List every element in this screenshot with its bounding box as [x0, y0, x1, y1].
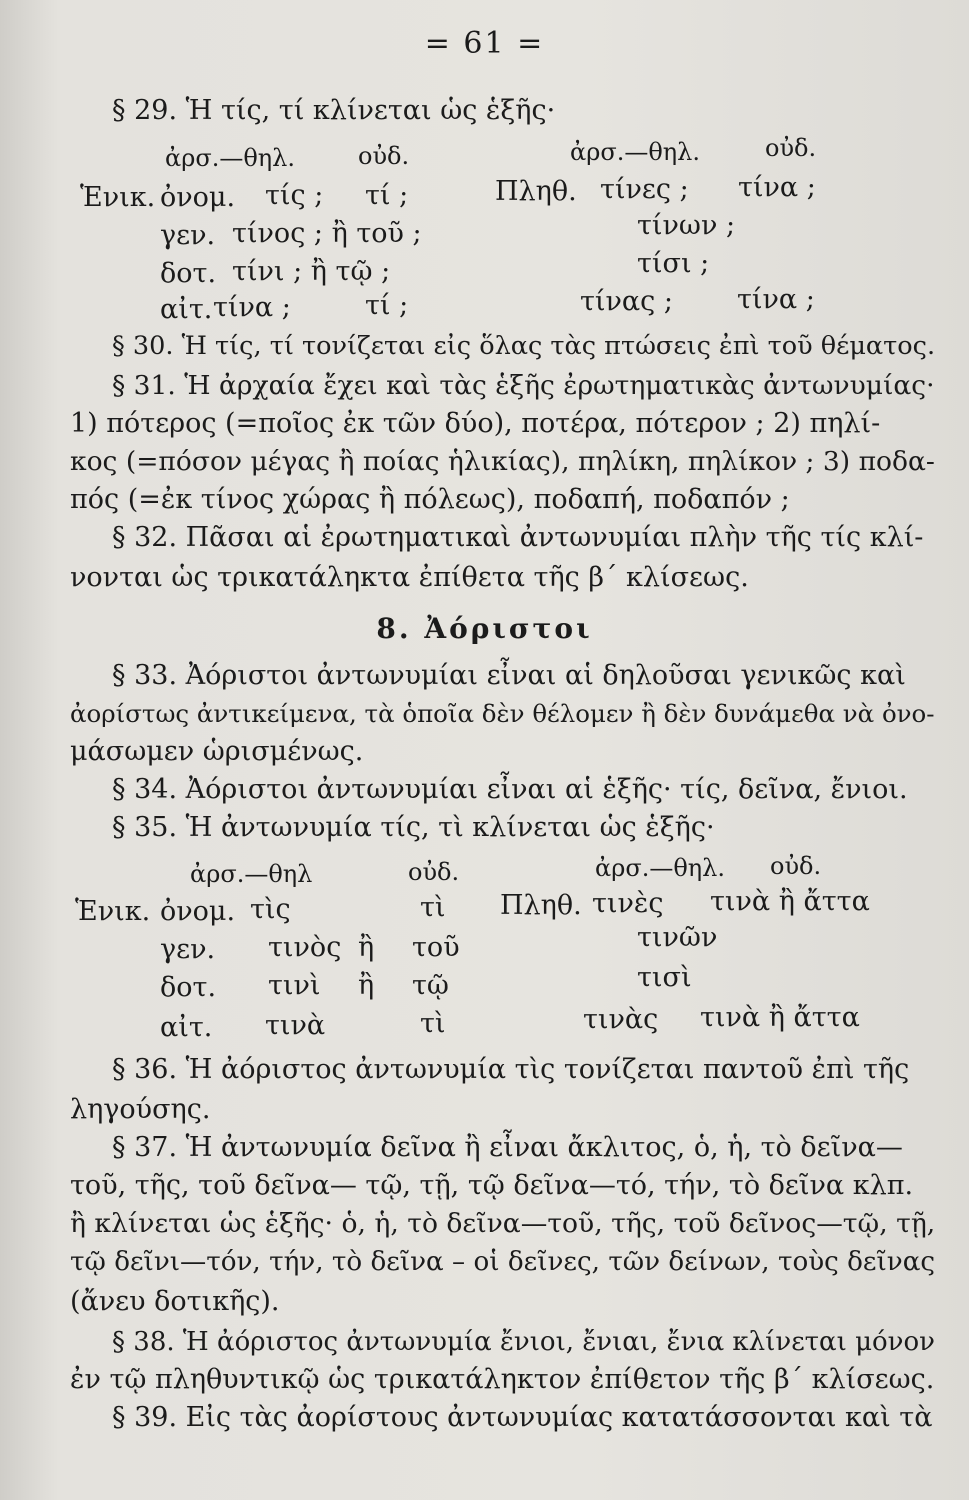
s35-dat-sg-or: ἢ — [358, 970, 375, 1001]
s29-gen-pl: τίνων ; — [637, 210, 736, 241]
s35-nom-pl-neut: τινὰ ἢ ἄττα — [710, 886, 870, 917]
section-37-line-1: § 37. Ἡ ἀντωνυμία δεῖνα ἢ εἶναι ἄκλιτος, ὁ, ἡ, τὸ δεῖνα— — [112, 1132, 903, 1163]
s29-plural-label: Πληθ. — [495, 176, 577, 207]
s29-acc-pl-neut: τίνα ; — [737, 284, 815, 315]
s29-nom-sg-neut: τί ; — [365, 180, 409, 211]
s29-dat-sg: τίνι ; ἢ τῷ ; — [232, 256, 391, 287]
s29-acc-sg-neut: τί ; — [365, 290, 409, 321]
s29-nom-label: ὀνομ. — [160, 182, 236, 213]
s29-acc-sg-masc: τίνα ; — [213, 292, 291, 323]
s29-nom-pl-neut: τίνα ; — [738, 172, 816, 203]
s35-nom-label: ὀνομ. — [160, 896, 236, 927]
section-33-line-2: ἀορίστως ἀντικείμενα, τὰ ὁποῖα δὲν θέλομεν ἢ δὲν δυνάμεθα νὰ ὀνο- — [70, 699, 935, 728]
s29-header-neuter-plural: οὐδ. — [765, 134, 817, 162]
section-38-line-2: ἐν τῷ πληθυντικῷ ὡς τρικατάληκτον ἐπίθετον τῆς β΄ κλίσεως. — [70, 1364, 935, 1395]
s35-singular-label: Ἑνικ. — [75, 896, 151, 927]
s35-gen-pl: τινῶν — [637, 922, 718, 953]
section-32-line-2: νονται ὡς τρικατάληκτα ἐπίθετα τῆς β΄ κλίσεως. — [70, 562, 749, 593]
section-31-line-3: κος (=πόσον μέγας ἢ ποίας ἡλικίας), πηλίκη, πηλίκον ; 3) ποδα- — [70, 446, 935, 477]
section-33-line-3: μάσωμεν ὡρισμένως. — [70, 736, 364, 767]
section-37-line-2: τοῦ, τῆς, τοῦ δεῖνα— τῷ, τῇ, τῷ δεῖνα—τό, τήν, τὸ δεῖνα κλπ. — [70, 1170, 914, 1201]
section-37-line-5: (ἄνευ δοτικῆς). — [70, 1286, 280, 1317]
section-36-line-1: § 36. Ἡ ἀόριστος ἀντωνυμία τὶς τονίζεται παντοῦ ἐπὶ τῆς — [112, 1054, 910, 1085]
s35-header-masc-fem: ἀρσ.—θηλ — [190, 860, 313, 888]
s35-header-masc-fem-plural: ἀρσ.—θηλ. — [595, 854, 725, 882]
section-34: § 34. Ἀόριστοι ἀντωνυμίαι εἶναι αἱ ἑξῆς· τίς, δεῖνα, ἔνιοι. — [112, 774, 908, 805]
s35-nom-pl-masc: τινὲς — [592, 888, 664, 919]
section-39: § 39. Εἰς τὰς ἀορίστους ἀντωνυμίας κατατάσσονται καὶ τὰ — [112, 1402, 933, 1433]
section-32-line-1: § 32. Πᾶσαι αἱ ἐρωτηματικαὶ ἀντωνυμίαι πλὴν τῆς τίς κλί- — [112, 522, 924, 553]
s29-header-masc-fem: ἀρσ.—θηλ. — [165, 144, 295, 172]
s35-gen-sg-neut: τοῦ — [412, 932, 460, 963]
section-heading-indefinite: 8. Ἀόριστοι — [376, 612, 593, 645]
s29-singular-label: Ἑνικ. — [80, 182, 156, 213]
s29-dat-pl: τίσι ; — [637, 248, 710, 279]
s29-dat-label: δοτ. — [160, 258, 217, 289]
s35-dat-pl: τισὶ — [637, 962, 692, 993]
s35-acc-pl-masc: τινὰς — [583, 1004, 659, 1035]
s29-nom-sg-masc: τίς ; — [265, 180, 324, 211]
s35-acc-sg-neut: τὶ — [420, 1008, 446, 1039]
s35-dat-sg-neut: τῷ — [412, 970, 449, 1001]
s35-nom-sg-masc: τὶς — [250, 894, 291, 925]
s35-dat-sg-masc: τινὶ — [268, 970, 321, 1001]
section-35-title: § 35. Ἡ ἀντωνυμία τίς, τὶ κλίνεται ὡς ἑξῆς· — [112, 812, 715, 843]
s29-header-masc-fem-plural: ἀρσ.—θηλ. — [570, 138, 700, 166]
s35-acc-sg-masc: τινὰ — [265, 1010, 326, 1041]
section-30: § 30. Ἡ τίς, τί τονίζεται εἰς ὅλας τὰς πτώσεις ἐπὶ τοῦ θέματος. — [112, 331, 936, 361]
s35-acc-pl-neut: τινὰ ἢ ἄττα — [700, 1002, 860, 1033]
section-37-line-3: ἢ κλίνεται ὡς ἑξῆς· ὁ, ἡ, τὸ δεῖνα—τοῦ, τῆς, τοῦ δεῖνος—τῷ, τῇ, — [70, 1208, 936, 1239]
s35-nom-sg-neut: τὶ — [420, 892, 446, 923]
s29-header-neuter: οὐδ. — [358, 142, 410, 170]
s29-nom-pl-masc: τίνες ; — [600, 174, 689, 205]
s35-gen-sg-masc: τινὸς — [268, 932, 342, 963]
s35-header-neuter-plural: οὐδ. — [770, 852, 822, 880]
s35-gen-sg-or: ἢ — [358, 932, 375, 963]
s29-acc-label: αἰτ. — [160, 294, 213, 325]
section-31-line-2: 1) πότερος (=ποῖος ἐκ τῶν δύο), ποτέρα, πότερον ; 2) πηλί- — [70, 408, 881, 439]
s35-dat-label: δοτ. — [160, 972, 217, 1003]
s35-acc-label: αἰτ. — [160, 1012, 213, 1043]
s35-header-neuter: οὐδ. — [408, 858, 460, 886]
section-31-line-4: πός (=ἐκ τίνος χώρας ἢ πόλεως), ποδαπή, ποδαπόν ; — [70, 484, 790, 515]
section-29-title: § 29. Ἡ τίς, τί κλίνεται ὡς ἑξῆς· — [112, 95, 556, 126]
s29-gen-label: γεν. — [160, 220, 216, 251]
section-33-line-1: § 33. Ἀόριστοι ἀντωνυμίαι εἶναι αἱ δηλοῦσαι γενικῶς καὶ — [112, 660, 906, 691]
section-37-line-4: τῷ δεῖνι—τόν, τήν, τὸ δεῖνα – οἱ δεῖνες, τῶν δείνων, τοὺς δεῖνας — [70, 1247, 936, 1277]
s29-gen-sg: τίνος ; ἢ τοῦ ; — [232, 218, 422, 249]
section-31-line-1: § 31. Ἡ ἀρχαία ἔχει καὶ τὰς ἑξῆς ἐρωτηματικὰς ἀντωνυμίας· — [112, 370, 935, 401]
section-38-line-1: § 38. Ἡ ἀόριστος ἀντωνυμία ἔνιοι, ἔνιαι, ἔνια κλίνεται μόνον — [112, 1327, 935, 1357]
s35-plural-label: Πληθ. — [500, 890, 582, 921]
s29-acc-pl-masc: τίνας ; — [580, 286, 673, 317]
s35-gen-label: γεν. — [160, 934, 216, 965]
page-number: = 61 = — [424, 26, 545, 61]
section-36-line-2: ληγούσης. — [70, 1094, 211, 1125]
